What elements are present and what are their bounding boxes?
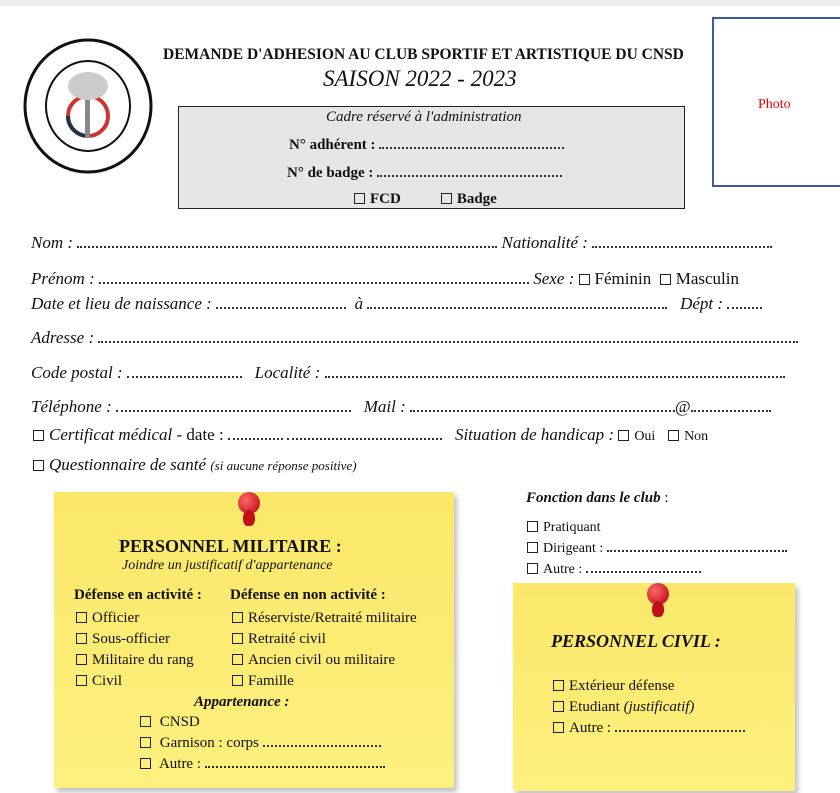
telephone-field[interactable] xyxy=(116,398,351,412)
handicap-label: Situation de handicap : xyxy=(454,425,615,444)
at-sign: @ xyxy=(675,397,691,416)
certificat-field[interactable] xyxy=(287,426,442,440)
prenom-field[interactable] xyxy=(99,270,529,284)
ancien-option[interactable]: Ancien civil ou militaire xyxy=(232,650,417,671)
adresse-field[interactable] xyxy=(98,329,798,343)
civil-option[interactable]: Civil xyxy=(76,671,194,692)
badge-number-field[interactable] xyxy=(377,163,562,177)
adresse-label: Adresse : xyxy=(31,328,95,347)
oui-label: Oui xyxy=(634,429,656,444)
club-logo xyxy=(22,38,154,174)
military-title: PERSONNEL MILITAIRE : xyxy=(119,536,342,556)
certificat-label: Certificat médical xyxy=(49,425,173,444)
season-title: SAISON 2022 - 2023 xyxy=(323,66,517,91)
localite-label: Localité : xyxy=(254,363,321,382)
photo-box[interactable] xyxy=(712,17,840,187)
badge-checkbox[interactable] xyxy=(441,193,452,204)
sexe-label: Sexe : xyxy=(533,269,575,288)
fcd-label: FCD xyxy=(370,191,401,207)
certificat-date-field[interactable] xyxy=(228,426,283,440)
code-postal-label: Code postal : xyxy=(31,363,123,382)
mail-label: Mail : xyxy=(363,397,406,416)
etudiant-option[interactable]: Etudiant (justificatif) xyxy=(553,697,745,718)
famille-option[interactable]: Famille xyxy=(232,671,417,692)
fonction-colon: : xyxy=(664,490,669,506)
pratiquant-option[interactable]: Pratiquant xyxy=(527,518,787,538)
militaire-rang-option[interactable]: Militaire du rang xyxy=(76,650,194,671)
garnison-option[interactable]: Garnison : corps xyxy=(140,733,385,754)
nom-label: Nom : xyxy=(31,233,74,252)
photo-label: Photo xyxy=(758,97,791,112)
autre-civil-option[interactable]: Autre : xyxy=(553,718,745,739)
dept-field[interactable] xyxy=(727,295,762,309)
reserviste-option[interactable]: Réserviste/Retraité militaire xyxy=(232,608,417,629)
appartenance-title: Appartenance : xyxy=(194,694,290,710)
masculin-checkbox[interactable] xyxy=(660,274,671,285)
masculin-label: Masculin xyxy=(675,269,739,288)
mail-domain-field[interactable] xyxy=(691,398,771,412)
date-naissance-field[interactable] xyxy=(216,295,346,309)
form-title: DEMANDE D'ADHESION AU CLUB SPORTIF ET ARTISTIQUE DU CNSD xyxy=(163,46,684,63)
nom-field[interactable] xyxy=(77,234,497,248)
lieu-naissance-field[interactable] xyxy=(367,295,667,309)
military-subtitle: Joindre un justificatif d'appartenance xyxy=(122,558,333,573)
non-label: Non xyxy=(684,429,709,444)
questionnaire-checkbox[interactable] xyxy=(33,460,44,471)
officier-option[interactable]: Officier xyxy=(76,608,194,629)
cnsd-option[interactable]: CNSD xyxy=(140,712,385,733)
feminin-label: Féminin xyxy=(594,269,652,288)
a-label: à xyxy=(354,294,364,313)
autre-appartenance-option[interactable]: Autre : xyxy=(140,754,385,775)
admin-box xyxy=(178,106,685,209)
pushpin-icon xyxy=(647,583,669,605)
prenom-label: Prénom : xyxy=(31,269,95,288)
handicap-non-checkbox[interactable] xyxy=(668,430,679,441)
feminin-checkbox[interactable] xyxy=(579,274,590,285)
exterieur-option[interactable]: Extérieur défense xyxy=(553,676,745,697)
pushpin-icon xyxy=(238,492,260,514)
sous-officier-option[interactable]: Sous-officier xyxy=(76,629,194,650)
military-note xyxy=(54,492,454,788)
adherent-label: N° adhérent : xyxy=(289,137,376,153)
badge-number-label: N° de badge : xyxy=(287,165,374,181)
nationalite-field[interactable] xyxy=(592,234,772,248)
dirigeant-option[interactable]: Dirigeant : xyxy=(527,538,787,559)
civil-title: PERSONNEL CIVIL : xyxy=(551,631,721,651)
adherent-field[interactable] xyxy=(379,135,564,149)
fonction-title: Fonction dans le club xyxy=(526,490,661,506)
handicap-oui-checkbox[interactable] xyxy=(618,430,629,441)
telephone-label: Téléphone : xyxy=(31,397,112,416)
questionnaire-note: (si aucune réponse positive) xyxy=(210,458,357,473)
code-postal-field[interactable] xyxy=(127,364,242,378)
active-defense-title: Défense en activité : xyxy=(74,587,202,603)
retraite-civil-option[interactable]: Retraité civil xyxy=(232,629,417,650)
admin-title: Cadre réservé à l'administration xyxy=(326,109,522,125)
badge-label: Badge xyxy=(456,191,497,207)
mail-user-field[interactable] xyxy=(410,398,675,412)
dept-label: Dépt : xyxy=(680,294,724,313)
top-bar xyxy=(0,0,840,6)
questionnaire-label: Questionnaire de santé xyxy=(49,455,207,474)
localite-field[interactable] xyxy=(325,364,785,378)
autre-fonction-option[interactable]: Autre : xyxy=(527,559,787,580)
certificat-checkbox[interactable] xyxy=(33,430,44,441)
fcd-checkbox[interactable] xyxy=(354,193,365,204)
inactive-defense-title: Défense en non activité : xyxy=(230,587,386,603)
civil-note xyxy=(513,583,795,791)
nationalite-label: Nationalité : xyxy=(501,233,588,252)
certificat-date-label: - date : xyxy=(176,425,224,444)
naissance-label: Date et lieu de naissance : xyxy=(31,294,212,313)
